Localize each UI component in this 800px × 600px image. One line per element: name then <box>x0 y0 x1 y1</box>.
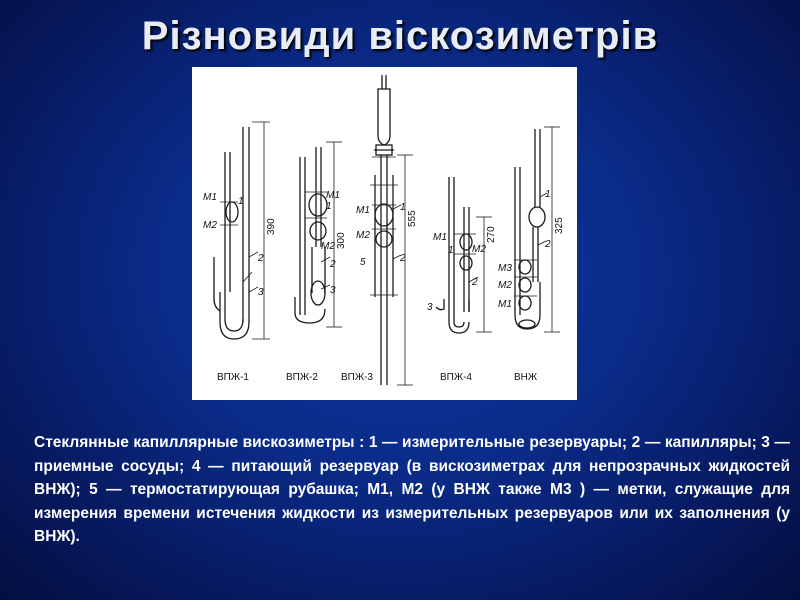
caption-vpzh-3: ВПЖ-3 <box>341 372 373 383</box>
label-m2-vnzh: M2 <box>498 280 512 291</box>
dimension-vpzh4: 270 <box>486 226 497 243</box>
label-m2-vpzh3: M2 <box>356 230 370 241</box>
label-2-vpzh2: 2 <box>330 259 336 270</box>
label-m1-vpzh2: M1 <box>326 190 340 201</box>
label-5-vpzh3: 5 <box>360 257 366 268</box>
dimension-vpzh1: 390 <box>266 218 277 235</box>
label-1-vpzh3: 1 <box>400 202 406 213</box>
label-m3-vnzh: M3 <box>498 263 512 274</box>
caption-vpzh-4: ВПЖ-4 <box>440 372 472 383</box>
caption-vpzh-1: ВПЖ-1 <box>217 372 249 383</box>
label-2-vnzh: 2 <box>545 239 551 250</box>
label-1-vpzh2: 1 <box>326 201 332 212</box>
viscometer-vpzh-3 <box>370 75 413 385</box>
viscometer-vpzh-1 <box>214 122 270 339</box>
label-3-vpzh4: 3 <box>427 302 433 313</box>
dimension-vpzh3: 555 <box>407 210 418 227</box>
caption-vpzh-2: ВПЖ-2 <box>286 372 318 383</box>
label-1-vpzh4: 1 <box>448 245 454 256</box>
label-m1-vpzh1: M1 <box>203 192 217 203</box>
label-3-vpzh1: 3 <box>258 287 264 298</box>
viscometer-vpzh-2 <box>295 142 342 327</box>
viscometer-diagram <box>192 67 577 400</box>
viscometer-vpzh-4 <box>436 177 492 333</box>
label-m1-vpzh4: M1 <box>433 232 447 243</box>
label-2-vpzh3: 2 <box>400 253 406 264</box>
label-m1-vnzh: M1 <box>498 299 512 310</box>
label-1-vpzh1: 1 <box>238 196 244 207</box>
label-m1-vpzh3: M1 <box>356 205 370 216</box>
dimension-vnzh: 325 <box>554 217 565 234</box>
label-2-vpzh1: 2 <box>258 253 264 264</box>
label-4-vnzh: 1 <box>545 189 551 200</box>
caption-vnzh: ВНЖ <box>514 372 538 383</box>
label-m2-vpzh1: M2 <box>203 220 217 231</box>
label-2-vpzh4: 2 <box>472 277 478 288</box>
label-m2-vpzh2: M2 <box>321 241 335 252</box>
figure-caption: Стеклянные капиллярные вискозиметры : 1 — измерительные резервуары; 2 — капилляры; 3 — приемные сосуды; 4 — питающий резервуар (в вискозиметрах для непрозрачных жидкостей ВНЖ); 5 — термостатирующая рубашка; M1, M2 (у ВНЖ также M3 ) — метки, служащие для измерения времени истечения жидкости из измерительных резервуаров или их заполнения (у ВНЖ). <box>34 434 790 546</box>
dimension-vpzh2: 300 <box>336 232 347 249</box>
diagram-drawing <box>192 67 577 400</box>
slide-title: Різновиди віскозиметрів <box>141 14 659 58</box>
label-3-vpzh2: 3 <box>330 285 336 296</box>
label-m2-vpzh4: M2 <box>472 244 486 255</box>
